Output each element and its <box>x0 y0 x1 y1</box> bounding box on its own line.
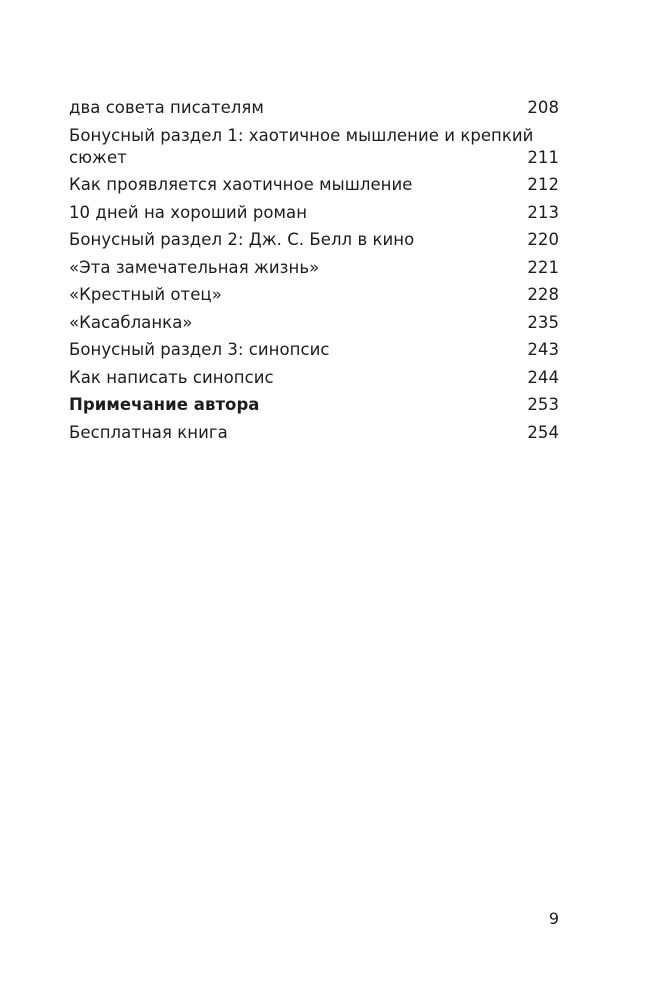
toc-entry-page: 211 <box>527 147 559 167</box>
toc-entry <box>69 202 559 224</box>
toc-entry <box>69 394 559 416</box>
toc-entry <box>69 367 559 389</box>
toc-entry <box>69 174 559 196</box>
toc-entry-page: 213 <box>527 202 559 222</box>
toc-entry <box>69 257 559 279</box>
toc-entry-title: «Эта замечательная жизнь» <box>69 257 320 277</box>
toc-entry-page: 220 <box>527 230 559 249</box>
toc-entry-title: Бесплатная книга <box>69 422 228 442</box>
toc-entry-title: «Крестный отец» <box>69 285 222 304</box>
toc-entry-title: Бонусный раздел 1: хаотичное мышление и крепкий сюжет <box>69 125 534 167</box>
toc-entry <box>69 97 559 119</box>
toc-entry-page: 253 <box>527 395 559 414</box>
toc-entry-page: 228 <box>527 285 559 304</box>
toc-entry-page: 244 <box>527 367 559 387</box>
toc-entry-page: 212 <box>527 175 559 194</box>
toc-entry-title: Бонусный раздел 2: Дж. С. Белл в кино <box>69 230 415 249</box>
toc-entry-title: Примечание автора <box>69 395 260 414</box>
toc-entry-page: 208 <box>527 98 559 117</box>
toc-entry <box>69 125 559 169</box>
toc-entry-page: 254 <box>527 422 559 442</box>
toc-entry <box>69 422 559 444</box>
toc-entry-title: Как написать синопсис <box>69 367 274 387</box>
toc-entry-title: 10 дней на хороший роман <box>69 202 308 222</box>
toc-entry-title: Бонусный раздел 3: синопсис <box>69 340 330 359</box>
toc-entry-page: 221 <box>527 257 559 277</box>
toc-entry-title: «Касабланка» <box>69 312 193 332</box>
toc-entry <box>69 312 559 334</box>
toc-entry <box>69 229 559 251</box>
toc-entry <box>69 339 559 361</box>
toc-entry-title: два совета писателям <box>69 98 264 117</box>
toc-entry-title: Как проявляется хаотичное мышление <box>69 175 413 194</box>
table-of-contents <box>69 97 559 449</box>
toc-entry-page: 235 <box>527 312 559 332</box>
page-number: 9 <box>548 909 559 928</box>
toc-entry <box>69 284 559 306</box>
toc-entry-page: 243 <box>527 340 559 359</box>
